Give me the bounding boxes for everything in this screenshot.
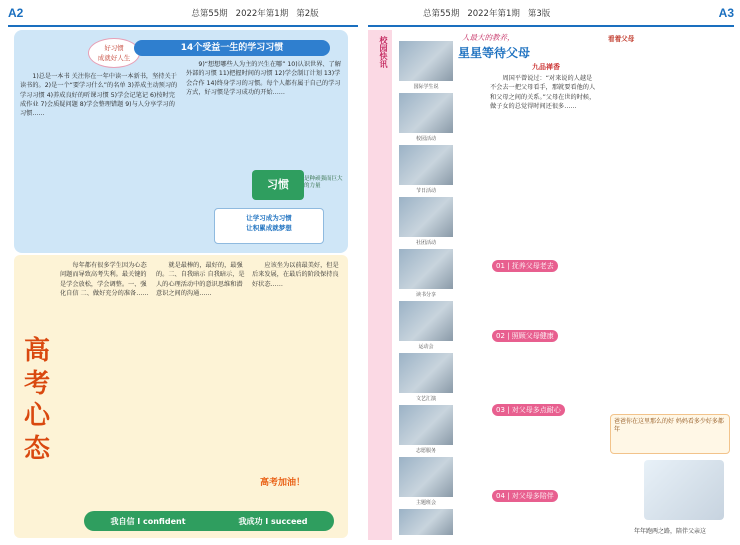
article-column: [186, 60, 341, 170]
photo-caption: 节日活动: [415, 188, 436, 194]
banner-text: 我自信 I confident: [110, 516, 186, 526]
issue-date: 2022年第1期: [467, 9, 520, 19]
photo-caption: 运动会: [418, 344, 434, 350]
photo-caption: 主题班会: [415, 500, 436, 506]
photo-caption: 读书分享: [415, 292, 436, 298]
page-tag: A3: [718, 6, 734, 20]
habit-subtitle: 是种顽强而巨大的力量: [304, 176, 343, 190]
badge-line: 好习惯: [104, 44, 124, 52]
study-habits-article: [14, 30, 348, 253]
cheer-text: 高考加油！: [260, 478, 306, 488]
photo-caption: 年年跑两之路，陪伴父亲这: [633, 528, 706, 535]
quote-box: 爸爸你在这里那么的好 妈妈看多少好多都年: [610, 414, 730, 454]
article-column: [60, 261, 150, 501]
edition: 第2版: [296, 9, 319, 19]
article-column: [156, 261, 246, 501]
article-text: 1)总是一本书 关注你在一年中读一本新书，坚持关于读书的。2)是一个“要学习什么”的名单 3)养成主动预习的学习习惯 4)养成良好的听课习惯 5)学会记笔记 6)按时完成作业 7)会质疑问题 8)学会整理错题 9)与人分享学习的习惯……: [20, 73, 178, 118]
article-title: 高考心态: [23, 336, 50, 464]
parents-essay: [392, 30, 602, 540]
article-column: [608, 34, 732, 414]
article-column: [20, 72, 180, 247]
campus-news-strip: [368, 30, 392, 540]
issue-number: 总第55期: [423, 9, 460, 19]
header-divider: [368, 25, 734, 27]
article-column: [252, 261, 342, 461]
slogan-box: [214, 208, 324, 244]
confidence-banner: [84, 511, 334, 531]
slogan-line: 让学习成为习惯: [246, 214, 292, 222]
essay-headline: 人最大的教养，: [462, 33, 515, 42]
right-page-header: [365, 0, 740, 26]
side-column: [604, 30, 736, 540]
article-column: [490, 74, 598, 534]
essay-author: 九品禅香: [532, 63, 560, 71]
photo-caption: 文艺汇演: [415, 396, 436, 402]
section-heading: 01 | 抚养父母老去: [492, 260, 558, 272]
article-text: 9)“想想哪些人为主的兴生在哪” 10)认识世界、了解外部的习惯 11)把握时间的习惯 12)学会制订计划 13)学会合作 14)终身学习的习惯。每个人都有属于自己的学习方式，好习惯是学习成功的开始……: [186, 61, 341, 96]
left-page-header: [0, 0, 360, 26]
section-heading: 04 | 对父母多陪伴: [492, 490, 558, 502]
article-text: 就是最棒的，最好的，最强的。二、自我暗示 自我暗示，是人的心理活动中的意识思维和潜意识之间的沟通……: [156, 262, 245, 297]
section-heading: 看着父母: [608, 35, 635, 43]
header-divider: [8, 25, 358, 27]
section-heading: 02 | 照顾父母健康: [492, 330, 558, 342]
slogan-line: 让积累成就梦想: [246, 224, 292, 233]
issue-date: 2022年第1期: [235, 9, 289, 19]
photo-caption: 志愿服务: [415, 448, 436, 454]
section-title: 校园快讯: [379, 36, 388, 68]
habit-badge: [88, 38, 140, 68]
photo: [644, 460, 724, 520]
photo-caption: 社团活动: [415, 240, 436, 246]
article-text: 应该坐为以前最美好，但是后来发展，在最后的阶段保持良好状态……: [252, 262, 339, 288]
edition: 第3版: [527, 9, 551, 19]
page-tag: A2: [8, 6, 24, 20]
section-heading: 03 | 对父母多点耐心: [492, 404, 565, 416]
essay-title: 星星等待父母: [458, 46, 531, 60]
article-text: 周国平曾说过：“对来说的人越是不会去一把父母看手，那就要看他的人和父母之间的关系。”父母在世的时候，做子女的总觉得时间还很多……: [490, 75, 596, 110]
habit-label: 习惯: [252, 170, 304, 200]
photo-caption: 校园活动: [415, 136, 436, 142]
badge-line: 成就好人生: [97, 53, 131, 62]
photo-caption: 国际学生说: [413, 84, 439, 90]
issue-number: 总第55期: [191, 9, 228, 19]
article-text: 每年都有很多学生因为心态问题而导致高考失利。最关键的是学会放松，学会调整。一、强化自信 二、做好充分的准备……: [60, 262, 149, 297]
banner-text: 我成功 I succeed: [238, 516, 308, 526]
article-title: 14个受益一生的学习习惯: [134, 40, 330, 56]
gaokao-mindset-article: [14, 255, 348, 538]
